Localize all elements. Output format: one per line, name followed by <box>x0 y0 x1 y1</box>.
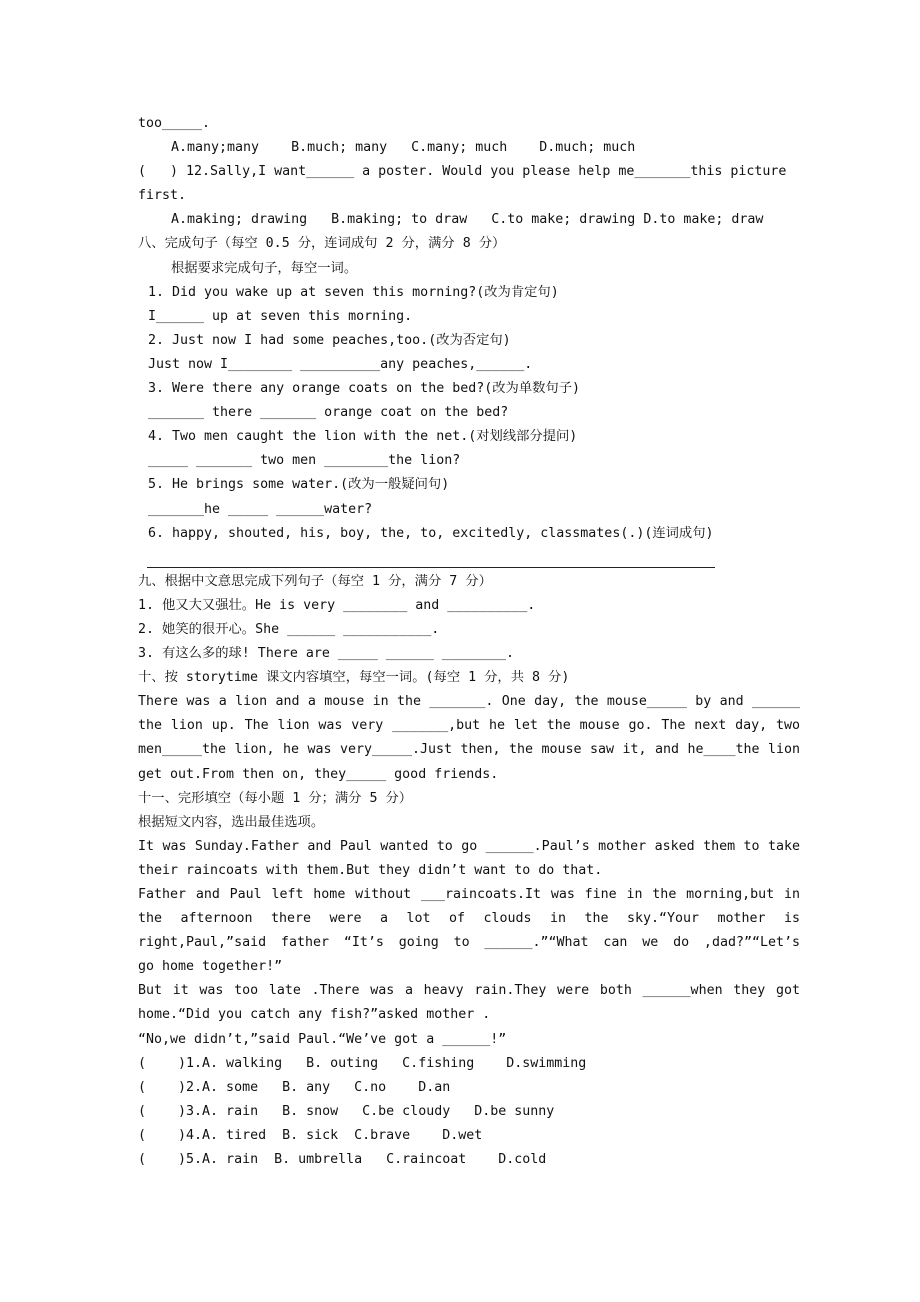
q12-options: A.making; drawing B.making; to draw C.to make; drawing D.to make; draw <box>171 212 764 228</box>
s9-item-2: 2. 她笑的很开心。She ______ ___________. <box>138 621 440 637</box>
q11-options: A.many;many B.much; many C.many; much D.much; much <box>171 140 636 156</box>
answer-underline <box>147 567 715 568</box>
s8-item-3-answer: _______ there _______ orange coat on the bed? <box>148 405 509 421</box>
s11-passage-line-9: “No,we didn’t,”said Paul.“We’ve got a ______!” <box>138 1031 507 1047</box>
s11-question-2: ( )2.A. some B. any C.no D.an <box>138 1079 451 1095</box>
s10-passage-line-2: the lion up. The lion was very _______,but he let the mouse go. The next day, two <box>138 718 800 734</box>
worksheet-page <box>138 112 800 1172</box>
s8-item-2: 2. Just now I had some peaches,too.(改为否定句) <box>148 332 511 348</box>
section-10-heading: 十、按 storytime 课文内容填空，每空一词。(每空 1 分，共 8 分) <box>138 670 570 686</box>
s9-item-3: 3. 有这么多的球! There are _____ ______ ________. <box>138 646 514 662</box>
q12-question-cont: first. <box>138 188 187 204</box>
s8-item-4: 4. Two men caught the lion with the net.(对划线部分提问) <box>148 429 578 445</box>
s11-question-4: ( )4.A. tired B. sick C.brave D.wet <box>138 1127 483 1143</box>
s8-item-5: 5. He brings some water.(改为一般疑问句) <box>148 477 450 493</box>
section-9-heading: 九、根据中文意思完成下列句子（每空 1 分，满分 7 分） <box>138 573 492 589</box>
s11-question-1: ( )1.A. walking B. outing C.fishing D.swimming <box>138 1055 587 1071</box>
s11-passage-line-1: It was Sunday.Father and Paul wanted to go ______.Paul’s mother asked them to take <box>138 838 800 854</box>
s8-item-4-answer: _____ _______ two men ________the lion? <box>148 453 461 469</box>
s11-passage-line-3: Father and Paul left home without ___raincoats.It was fine in the morning,but in <box>138 887 800 902</box>
s11-question-3: ( )3.A. rain B. snow C.be cloudy D.be sunny <box>138 1103 555 1119</box>
q11-tail: too_____. <box>138 116 211 131</box>
section-11-instruction: 根据短文内容，选出最佳选项。 <box>138 814 325 830</box>
s8-item-5-answer: _______he _____ ______water? <box>148 501 373 517</box>
s11-passage-line-8: home.“Did you catch any fish?”asked mother . <box>138 1007 491 1023</box>
s8-item-6: 6. happy, shouted, his, boy, the, to, excitedly, classmates(.)(连词成句) <box>148 525 714 541</box>
s10-passage-line-3: men_____the lion, he was very_____.Just then, the mouse saw it, and he____the lion <box>138 742 800 758</box>
section-8-heading: 八、完成句子（每空 0.5 分，连词成句 2 分，满分 8 分） <box>138 236 506 252</box>
s11-passage-line-2: their raincoats with them.But they didn’t want to do that. <box>138 862 603 878</box>
s11-question-5: ( )5.A. rain B. umbrella C.raincoat D.cold <box>138 1152 547 1168</box>
s11-passage-line-4: the afternoon there were a lot of clouds in the sky.“Your mother is <box>138 911 800 927</box>
q12-question: ( ) 12.Sally,I want______ a poster. Would you please help me_______this picture <box>138 164 787 180</box>
s8-item-1-answer: I______ up at seven this morning. <box>148 308 413 324</box>
s11-passage-line-6: go home together!” <box>138 959 283 975</box>
s8-item-2-answer: Just now I________ __________any peaches,______. <box>148 356 533 372</box>
s8-item-3: 3. Were there any orange coats on the bed?(改为单数句子) <box>148 381 581 397</box>
s9-item-1: 1. 他又大又强壮。He is very ________ and __________. <box>138 597 536 613</box>
s8-item-1: 1. Did you wake up at seven this morning?(改为肯定句) <box>148 284 559 300</box>
s11-passage-line-7: But it was too late .There was a heavy rain.They were both ______when they got <box>138 983 800 999</box>
section-11-heading: 十一、完形填空（每小题 1 分；满分 5 分） <box>138 790 413 806</box>
s10-passage-line-1: There was a lion and a mouse in the _______. One day, the mouse_____ by and ______ <box>138 694 800 710</box>
s10-passage-line-4: get out.From then on, they_____ good friends. <box>138 766 499 782</box>
section-8-instruction: 根据要求完成句子，每空一词。 <box>171 260 358 276</box>
s11-passage-line-5: right,Paul,”said father “It’s going to ______.”“What can we do ,dad?”“Let’s <box>138 935 800 951</box>
